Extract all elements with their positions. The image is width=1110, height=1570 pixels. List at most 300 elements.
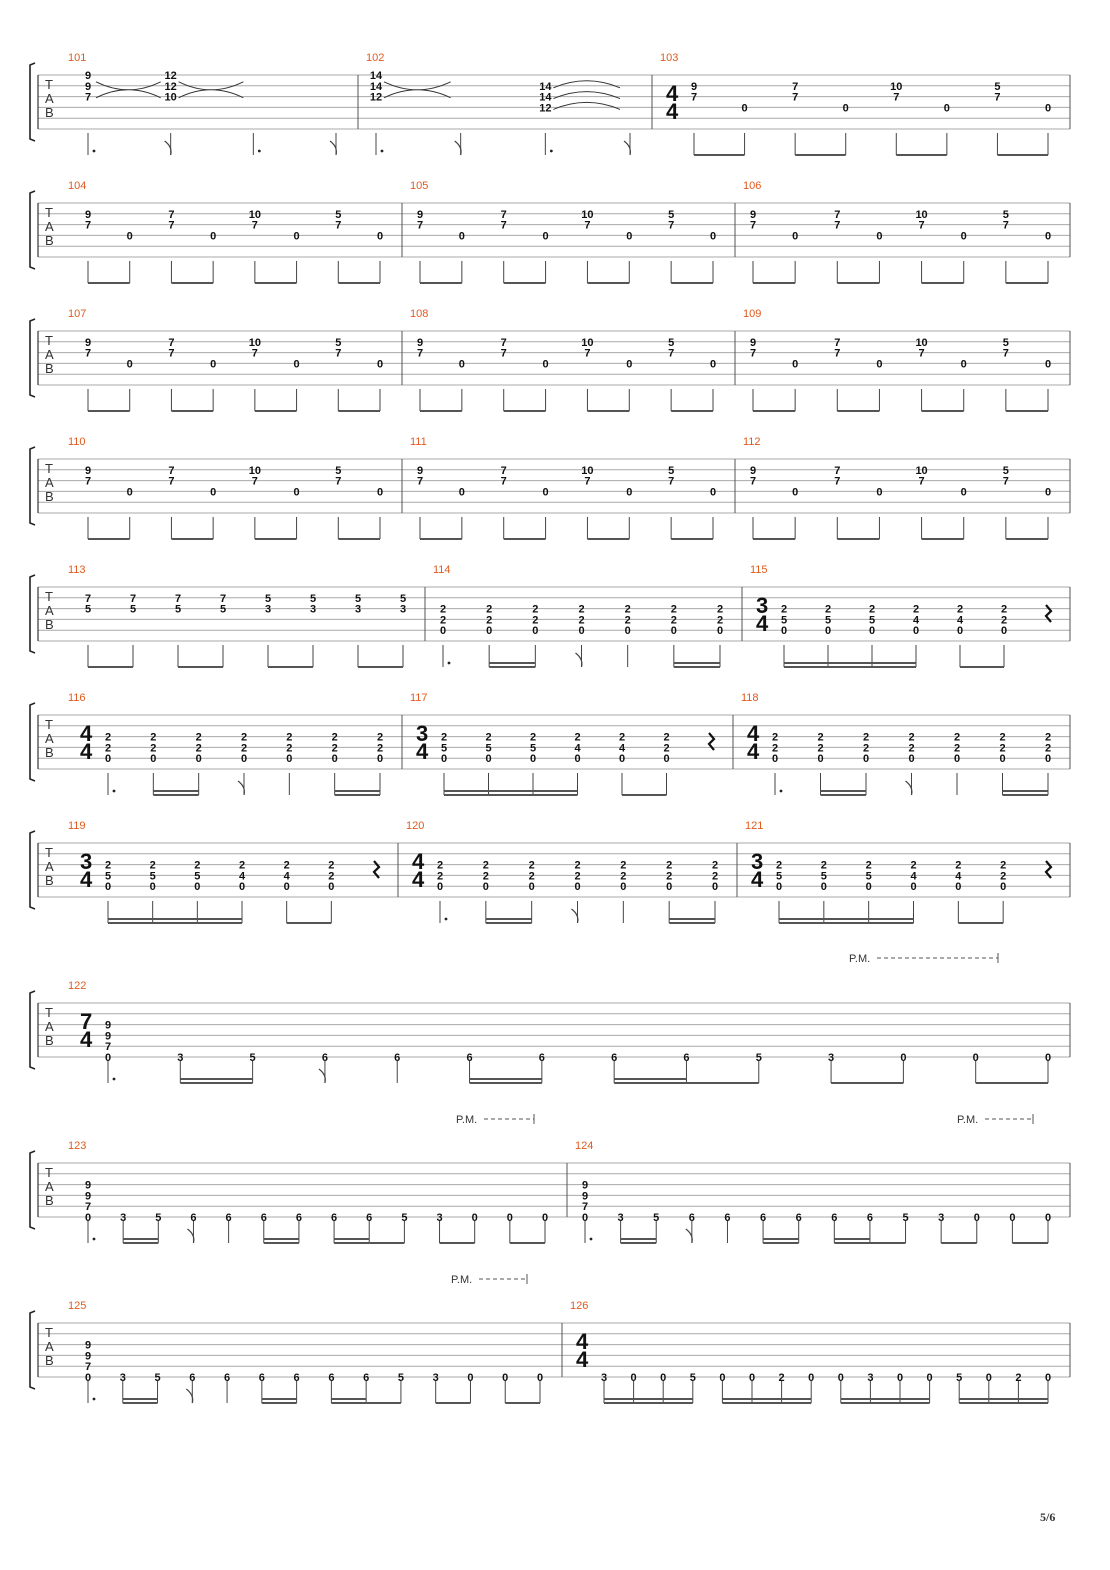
fret-number: 6	[321, 1052, 328, 1064]
fret-number: 0	[626, 230, 633, 243]
fret-number: 9	[84, 464, 92, 477]
measure-number: 116	[68, 692, 86, 704]
fret-number: 7	[416, 347, 424, 360]
measure-105	[410, 180, 716, 283]
fret-number: 3	[120, 1212, 127, 1224]
fret-number: 7	[1002, 347, 1009, 360]
fret-number: 0	[973, 1212, 980, 1224]
time-signature-bottom: 4	[416, 739, 429, 764]
fret-number: 7	[500, 464, 507, 477]
tab-clef-a: A	[45, 347, 54, 362]
fret-number: 2	[666, 870, 673, 883]
measure-number: 118	[741, 692, 759, 704]
tab-clef-t: T	[45, 845, 53, 860]
tab-clef-a: A	[45, 1179, 54, 1194]
fret-number: 7	[335, 475, 342, 488]
fret-number: 5	[194, 870, 201, 883]
fret-number: 3	[600, 1372, 608, 1384]
measure-101	[68, 52, 336, 155]
rhythm-dot	[93, 150, 96, 153]
note-flag	[187, 1229, 193, 1243]
fret-number: 7	[500, 475, 507, 488]
tie	[553, 81, 620, 88]
measure-120	[406, 820, 718, 923]
measure-number: 105	[410, 180, 429, 192]
fret-number: 6	[866, 1212, 873, 1224]
fret-number: 6	[293, 1372, 300, 1384]
measure-number: 122	[68, 980, 87, 992]
fret-number: 6	[394, 1052, 401, 1064]
fret-number: 7	[584, 347, 591, 360]
time-signature-top: 4	[666, 81, 679, 106]
fret-number: 0	[458, 486, 465, 499]
rhythm-dot	[93, 1398, 96, 1401]
fret-number: 0	[1000, 625, 1008, 638]
fret-number: 5	[249, 1052, 256, 1064]
fret-number: 0	[1044, 1212, 1052, 1224]
fret-number: 0	[716, 625, 724, 638]
fret-number: 0	[1009, 1212, 1016, 1224]
fret-number: 6	[538, 1052, 545, 1064]
fret-number: 5	[104, 870, 112, 883]
fret-number: 0	[240, 753, 248, 766]
fret-number: 7	[84, 219, 92, 232]
fret-number: 2	[624, 603, 631, 616]
measure-number: 126	[570, 1300, 589, 1312]
page-number: 5/6	[1040, 1510, 1056, 1524]
fret-number: 9	[581, 1190, 589, 1203]
fret-number: 2	[149, 859, 156, 872]
measure-number: 121	[745, 820, 764, 832]
fret-number: 2	[195, 742, 202, 755]
tab-clef-b: B	[45, 105, 54, 120]
time-signature-bottom: 4	[747, 739, 760, 764]
fret-number: 0	[104, 881, 112, 894]
tab-clef-t: T	[45, 589, 53, 604]
fret-number: 2	[440, 731, 448, 744]
fret-number: 14	[539, 91, 552, 104]
fret-number: 10	[248, 464, 261, 477]
fret-number: 0	[293, 230, 300, 243]
fret-number: 0	[439, 625, 447, 638]
fret-number: 2	[999, 742, 1006, 755]
fret-number: 3	[828, 1052, 835, 1064]
fret-number: 2	[620, 870, 627, 883]
fret-number: 2	[574, 731, 581, 744]
fret-number: 0	[1044, 486, 1052, 499]
time-signature-top: 7	[80, 1009, 93, 1034]
fret-number: 7	[1002, 475, 1009, 488]
fret-number: 7	[668, 219, 675, 232]
fret-number: 3	[867, 1372, 874, 1384]
fret-number: 7	[668, 347, 675, 360]
time-signature-top: 3	[756, 593, 769, 618]
fret-number: 0	[1044, 230, 1052, 243]
fret-number: 3	[264, 603, 272, 616]
tab-clef-a: A	[45, 1019, 54, 1034]
note-flag	[624, 141, 630, 155]
fret-number: 9	[84, 336, 92, 349]
measure-number: 107	[68, 308, 87, 320]
fret-number: 0	[792, 486, 799, 499]
fret-number: 0	[953, 753, 961, 766]
fret-number: 0	[376, 230, 384, 243]
tie	[553, 102, 620, 109]
fret-number: 5	[335, 208, 342, 221]
fret-number: 7	[918, 347, 925, 360]
fret-number: 7	[84, 1361, 92, 1374]
fret-number: 2	[240, 731, 248, 744]
fret-number: 7	[335, 347, 342, 360]
fret-number: 7	[834, 219, 841, 232]
fret-number: 9	[84, 1350, 92, 1363]
fret-number: 0	[960, 486, 967, 499]
fret-number: 2	[532, 614, 539, 627]
fret-number: 0	[1044, 102, 1052, 115]
fret-number: 0	[458, 230, 465, 243]
note-flag	[165, 141, 171, 155]
fret-number: 2	[104, 742, 112, 755]
fret-number: 0	[293, 358, 300, 371]
fret-number: 5	[485, 742, 492, 755]
tab-clef-b: B	[45, 1353, 54, 1368]
fret-number: 7	[168, 347, 175, 360]
fret-number: 4	[955, 870, 962, 883]
measure-126	[570, 1300, 1051, 1403]
fret-number: 0	[84, 1372, 92, 1384]
fret-number: 3	[354, 603, 362, 616]
tie	[179, 82, 244, 98]
fret-number: 0	[210, 486, 217, 499]
fret-number: 0	[670, 625, 677, 638]
fret-number: 2	[1000, 870, 1007, 883]
fret-number: 9	[416, 464, 424, 477]
measure-121	[745, 820, 1051, 923]
measure-number: 124	[575, 1140, 594, 1152]
fret-number: 10	[915, 208, 928, 221]
fret-number: 12	[164, 70, 177, 82]
fret-number: 0	[506, 1212, 513, 1224]
measure-104	[68, 180, 383, 283]
system-bracket	[30, 703, 35, 781]
fret-number: 0	[876, 486, 883, 499]
fret-number: 3	[399, 603, 407, 616]
rhythm-dot	[381, 150, 384, 153]
fret-number: 2	[436, 859, 444, 872]
measure-114	[433, 564, 723, 667]
fret-number: 10	[248, 208, 261, 221]
fret-number: 2	[868, 603, 876, 616]
fret-number: 5	[1002, 464, 1009, 477]
measure-number: 101	[68, 52, 87, 64]
fret-number: 0	[900, 1052, 907, 1064]
fret-number: 7	[129, 592, 137, 605]
measure-103	[660, 52, 1051, 155]
tab-clef-a: A	[45, 859, 54, 874]
fret-number: 9	[749, 464, 757, 477]
fret-number: 0	[126, 230, 133, 243]
time-signature-bottom: 4	[80, 1027, 93, 1052]
system-bracket	[30, 191, 35, 269]
measure-number: 104	[68, 180, 87, 192]
fret-number: 7	[584, 475, 591, 488]
fret-number: 6	[363, 1372, 370, 1384]
tab-clef-a: A	[45, 475, 54, 490]
fret-number: 0	[529, 753, 537, 766]
fret-number: 0	[104, 1052, 112, 1064]
fret-number: 9	[104, 1019, 112, 1032]
fret-number: 10	[248, 336, 261, 349]
fret-number: 7	[84, 1201, 92, 1214]
note-flag	[238, 781, 244, 795]
fret-number: 0	[775, 881, 783, 894]
fret-number: 0	[1044, 753, 1052, 766]
fret-number: 7	[1002, 219, 1009, 232]
fret-number: 5	[668, 464, 675, 477]
fret-number: 2	[824, 603, 832, 616]
fret-number: 0	[666, 881, 673, 894]
fret-number: 5	[149, 870, 156, 883]
fret-number: 0	[771, 753, 779, 766]
fret-number: 2	[486, 603, 493, 616]
fret-number: 0	[908, 753, 915, 766]
fret-number: 5	[335, 464, 342, 477]
fret-number: 9	[84, 70, 92, 82]
fret-number: 2	[238, 859, 246, 872]
fret-number: 0	[792, 358, 799, 371]
rhythm-dot	[780, 790, 783, 793]
fret-number: 0	[876, 358, 883, 371]
fret-number: 6	[260, 1212, 267, 1224]
fret-number: 2	[486, 614, 493, 627]
fret-number: 0	[626, 486, 633, 499]
tab-system	[30, 308, 1070, 411]
fret-number: 2	[104, 731, 112, 744]
fret-number: 12	[369, 91, 383, 104]
fret-number: 0	[376, 486, 384, 499]
fret-number: 0	[741, 102, 748, 115]
tab-clef-b: B	[45, 361, 54, 376]
fret-number: 2	[194, 859, 201, 872]
fret-number: 4	[618, 742, 626, 755]
fret-number: 0	[862, 753, 870, 766]
fret-number: 0	[955, 881, 962, 894]
fret-number: 2	[862, 731, 870, 744]
fret-number: 2	[485, 731, 492, 744]
fret-number: 2	[283, 859, 290, 872]
fret-number: 7	[749, 347, 757, 360]
fret-number: 0	[210, 358, 217, 371]
fret-number: 2	[331, 731, 338, 744]
fret-number: 6	[760, 1212, 767, 1224]
fret-number: 9	[749, 208, 757, 221]
measure-124	[575, 1140, 1051, 1243]
fret-number: 9	[84, 1190, 92, 1203]
fret-number: 3	[432, 1372, 439, 1384]
fret-number: 2	[955, 859, 962, 872]
tab-system	[30, 1140, 1070, 1243]
tab-clef-t: T	[45, 1325, 53, 1340]
fret-number: 10	[581, 336, 594, 349]
fret-number: 2	[1000, 603, 1008, 616]
fret-number: 14	[539, 80, 552, 93]
measure-number: 106	[743, 180, 762, 192]
fret-number: 0	[238, 881, 246, 894]
fret-number: 2	[666, 859, 673, 872]
fret-number: 2	[771, 742, 779, 755]
measure-number: 123	[68, 1140, 87, 1152]
fret-number: 5	[129, 603, 137, 616]
measure-111	[410, 436, 716, 539]
fret-number: 0	[328, 881, 335, 894]
fret-number: 7	[168, 219, 175, 232]
fret-number: 2	[620, 859, 627, 872]
system-bracket	[30, 319, 35, 397]
fret-number: 2	[711, 870, 719, 883]
fret-number: 2	[670, 614, 677, 627]
fret-number: 0	[293, 486, 300, 499]
fret-number: 0	[574, 881, 581, 894]
time-signature-top: 4	[80, 721, 93, 746]
system-bracket	[30, 447, 35, 525]
fret-number: 9	[84, 1179, 92, 1192]
fret-number: 0	[1044, 1052, 1052, 1064]
measure-number: 117	[410, 692, 428, 704]
fret-number: 0	[458, 358, 465, 371]
fret-number: 2	[775, 859, 783, 872]
tab-clef-a: A	[45, 219, 54, 234]
fret-number: 2	[376, 742, 384, 755]
fret-number: 7	[893, 91, 900, 104]
fret-number: 5	[335, 336, 342, 349]
fret-number: 7	[918, 219, 925, 232]
fret-number: 2	[670, 603, 677, 616]
fret-number: 7	[251, 219, 258, 232]
fret-number: 7	[581, 1201, 589, 1214]
fret-number: 9	[690, 80, 698, 93]
fret-number: 7	[918, 475, 925, 488]
fret-number: 2	[240, 742, 248, 755]
fret-number: 0	[436, 881, 444, 894]
measure-108	[410, 308, 716, 411]
tie	[384, 82, 451, 98]
measure-110	[68, 436, 383, 539]
fret-number: 0	[486, 625, 493, 638]
fret-number: 2	[331, 742, 338, 755]
fret-number: 7	[251, 347, 258, 360]
fret-number: 7	[834, 347, 841, 360]
tab-clef-a: A	[45, 1339, 54, 1354]
fret-number: 6	[295, 1212, 302, 1224]
fret-number: 0	[868, 625, 876, 638]
fret-number: 6	[328, 1372, 335, 1384]
fret-number: 2	[663, 731, 670, 744]
tab-clef-t: T	[45, 717, 53, 732]
fret-number: 7	[335, 219, 342, 232]
fret-number: 0	[912, 625, 920, 638]
fret-number: 2	[104, 859, 112, 872]
fret-number: 7	[500, 347, 507, 360]
fret-number: 5	[1002, 208, 1009, 221]
fret-number: 4	[574, 742, 581, 755]
fret-number: 7	[690, 91, 698, 104]
fret-number: 7	[668, 475, 675, 488]
fret-number: 2	[150, 742, 157, 755]
tab-system	[30, 1300, 1070, 1403]
fret-number: 0	[960, 358, 967, 371]
tab-clef-t: T	[45, 333, 53, 348]
fret-number: 0	[972, 1052, 979, 1064]
time-signature-top: 3	[751, 849, 764, 874]
fret-number: 9	[84, 208, 92, 221]
fret-number: 2	[328, 859, 335, 872]
measure-109	[743, 308, 1051, 411]
fret-number: 6	[225, 1212, 232, 1224]
tab-system	[30, 564, 1070, 667]
fret-number: 2	[150, 731, 157, 744]
fret-number: 5	[354, 592, 362, 605]
fret-number: 7	[749, 475, 757, 488]
fret-number: 2	[1015, 1372, 1022, 1384]
rhythm-dot	[258, 150, 261, 153]
fret-number: 9	[749, 336, 757, 349]
fret-number: 6	[258, 1372, 265, 1384]
fret-number: 0	[283, 881, 290, 894]
time-signature-bottom: 4	[576, 1347, 589, 1372]
measure-number: 111	[410, 436, 427, 448]
fret-number: 9	[416, 336, 424, 349]
fret-number: 14	[369, 70, 383, 82]
tie	[553, 92, 620, 99]
fret-number: 5	[401, 1212, 408, 1224]
rhythm-dot	[93, 1238, 96, 1241]
fret-number: 7	[834, 475, 841, 488]
fret-number: 0	[792, 230, 799, 243]
measure-107	[68, 308, 383, 411]
fret-number: 2	[908, 731, 915, 744]
fret-number: 7	[500, 208, 507, 221]
tab-clef-b: B	[45, 873, 54, 888]
fret-number: 2	[578, 614, 585, 627]
fret-number: 0	[943, 102, 950, 115]
time-signature-bottom: 4	[80, 739, 93, 764]
fret-number: 0	[210, 230, 217, 243]
fret-number: 12	[539, 102, 552, 115]
fret-number: 2	[716, 614, 724, 627]
fret-number: 0	[485, 753, 492, 766]
fret-number: 2	[439, 614, 447, 627]
note-flag	[686, 1229, 692, 1243]
measure-number: 114	[433, 564, 451, 576]
system-bracket	[30, 575, 35, 653]
fret-number: 10	[581, 464, 594, 477]
fret-number: 2	[439, 603, 447, 616]
fret-number: 6	[366, 1212, 373, 1224]
fret-number: 7	[84, 91, 92, 104]
fret-number: 0	[896, 1372, 904, 1384]
system-bracket	[30, 991, 35, 1069]
fret-number: 10	[581, 208, 594, 221]
fret-number: 9	[104, 1030, 112, 1043]
rhythm-dot	[113, 790, 116, 793]
time-signature-top: 3	[416, 721, 429, 746]
fret-number: 7	[219, 592, 227, 605]
fret-number: 6	[831, 1212, 838, 1224]
fret-number: 6	[190, 1212, 197, 1224]
fret-number: 2	[618, 731, 626, 744]
fret-number: 0	[1044, 358, 1052, 371]
fret-number: 5	[775, 870, 783, 883]
